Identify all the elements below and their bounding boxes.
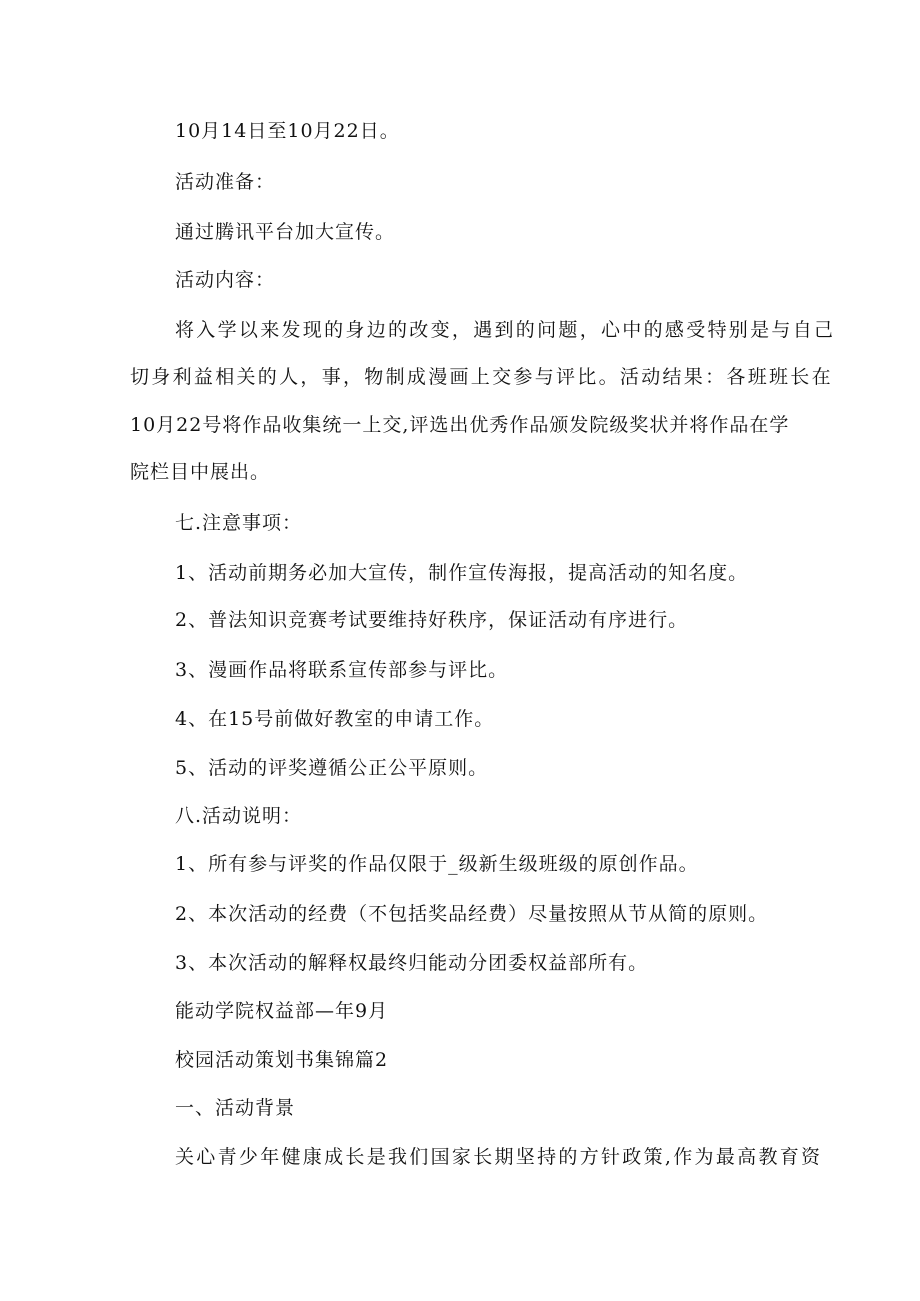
date-range-text: 10月14日至10月22日。: [175, 120, 400, 142]
notes-item: 2、普法知识竞赛考试要维持好秩序，保证活动有序进行。: [175, 609, 689, 631]
heading-notes: 七.注意事项：: [175, 512, 303, 534]
section2-title: 校园活动策划书集锦篇2: [175, 1049, 389, 1071]
notes-item: 4、在15号前做好教室的申请工作。: [175, 708, 495, 730]
explain-item: 3、本次活动的解释权最终归能动分团委权益部所有。: [175, 952, 649, 974]
notes-item: 1、活动前期务必加大宣传，制作宣传海报，提高活动的知名度。: [175, 562, 749, 584]
heading-background: 一、活动背景: [175, 1097, 296, 1119]
signature-text: 能动学院权益部—年9月: [175, 1000, 389, 1022]
background-paragraph-line: 关心青少年健康成长是我们国家长期坚持的方针政策,作为最高教育资: [175, 1146, 823, 1168]
content-paragraph-line: 10月22号将作品收集统一上交,评选出优秀作品颁发院级奖状并将作品在学: [130, 414, 790, 436]
content-paragraph-line: 将入学以来发现的身边的改变，遇到的问题，心中的感受特别是与自己: [175, 319, 836, 341]
content-paragraph-line: 院栏目中展出。: [130, 461, 271, 483]
heading-preparation: 活动准备：: [175, 171, 276, 193]
heading-explain: 八.活动说明：: [175, 805, 303, 827]
notes-item: 5、活动的评奖遵循公正公平原则。: [175, 757, 489, 779]
explain-item: 1、所有参与评奖的作品仅限于_级新生级班级的原创作品。: [175, 853, 699, 875]
explain-item: 2、本次活动的经费（不包括奖品经费）尽量按照从节从简的原则。: [175, 903, 769, 925]
content-paragraph-line: 切身利益相关的人，事，物制成漫画上交参与评比。活动结果：各班班长在: [130, 366, 833, 388]
preparation-text: 通过腾讯平台加大宣传。: [175, 221, 396, 243]
notes-item: 3、漫画作品将联系宣传部参与评比。: [175, 659, 509, 681]
heading-content: 活动内容：: [175, 269, 276, 291]
